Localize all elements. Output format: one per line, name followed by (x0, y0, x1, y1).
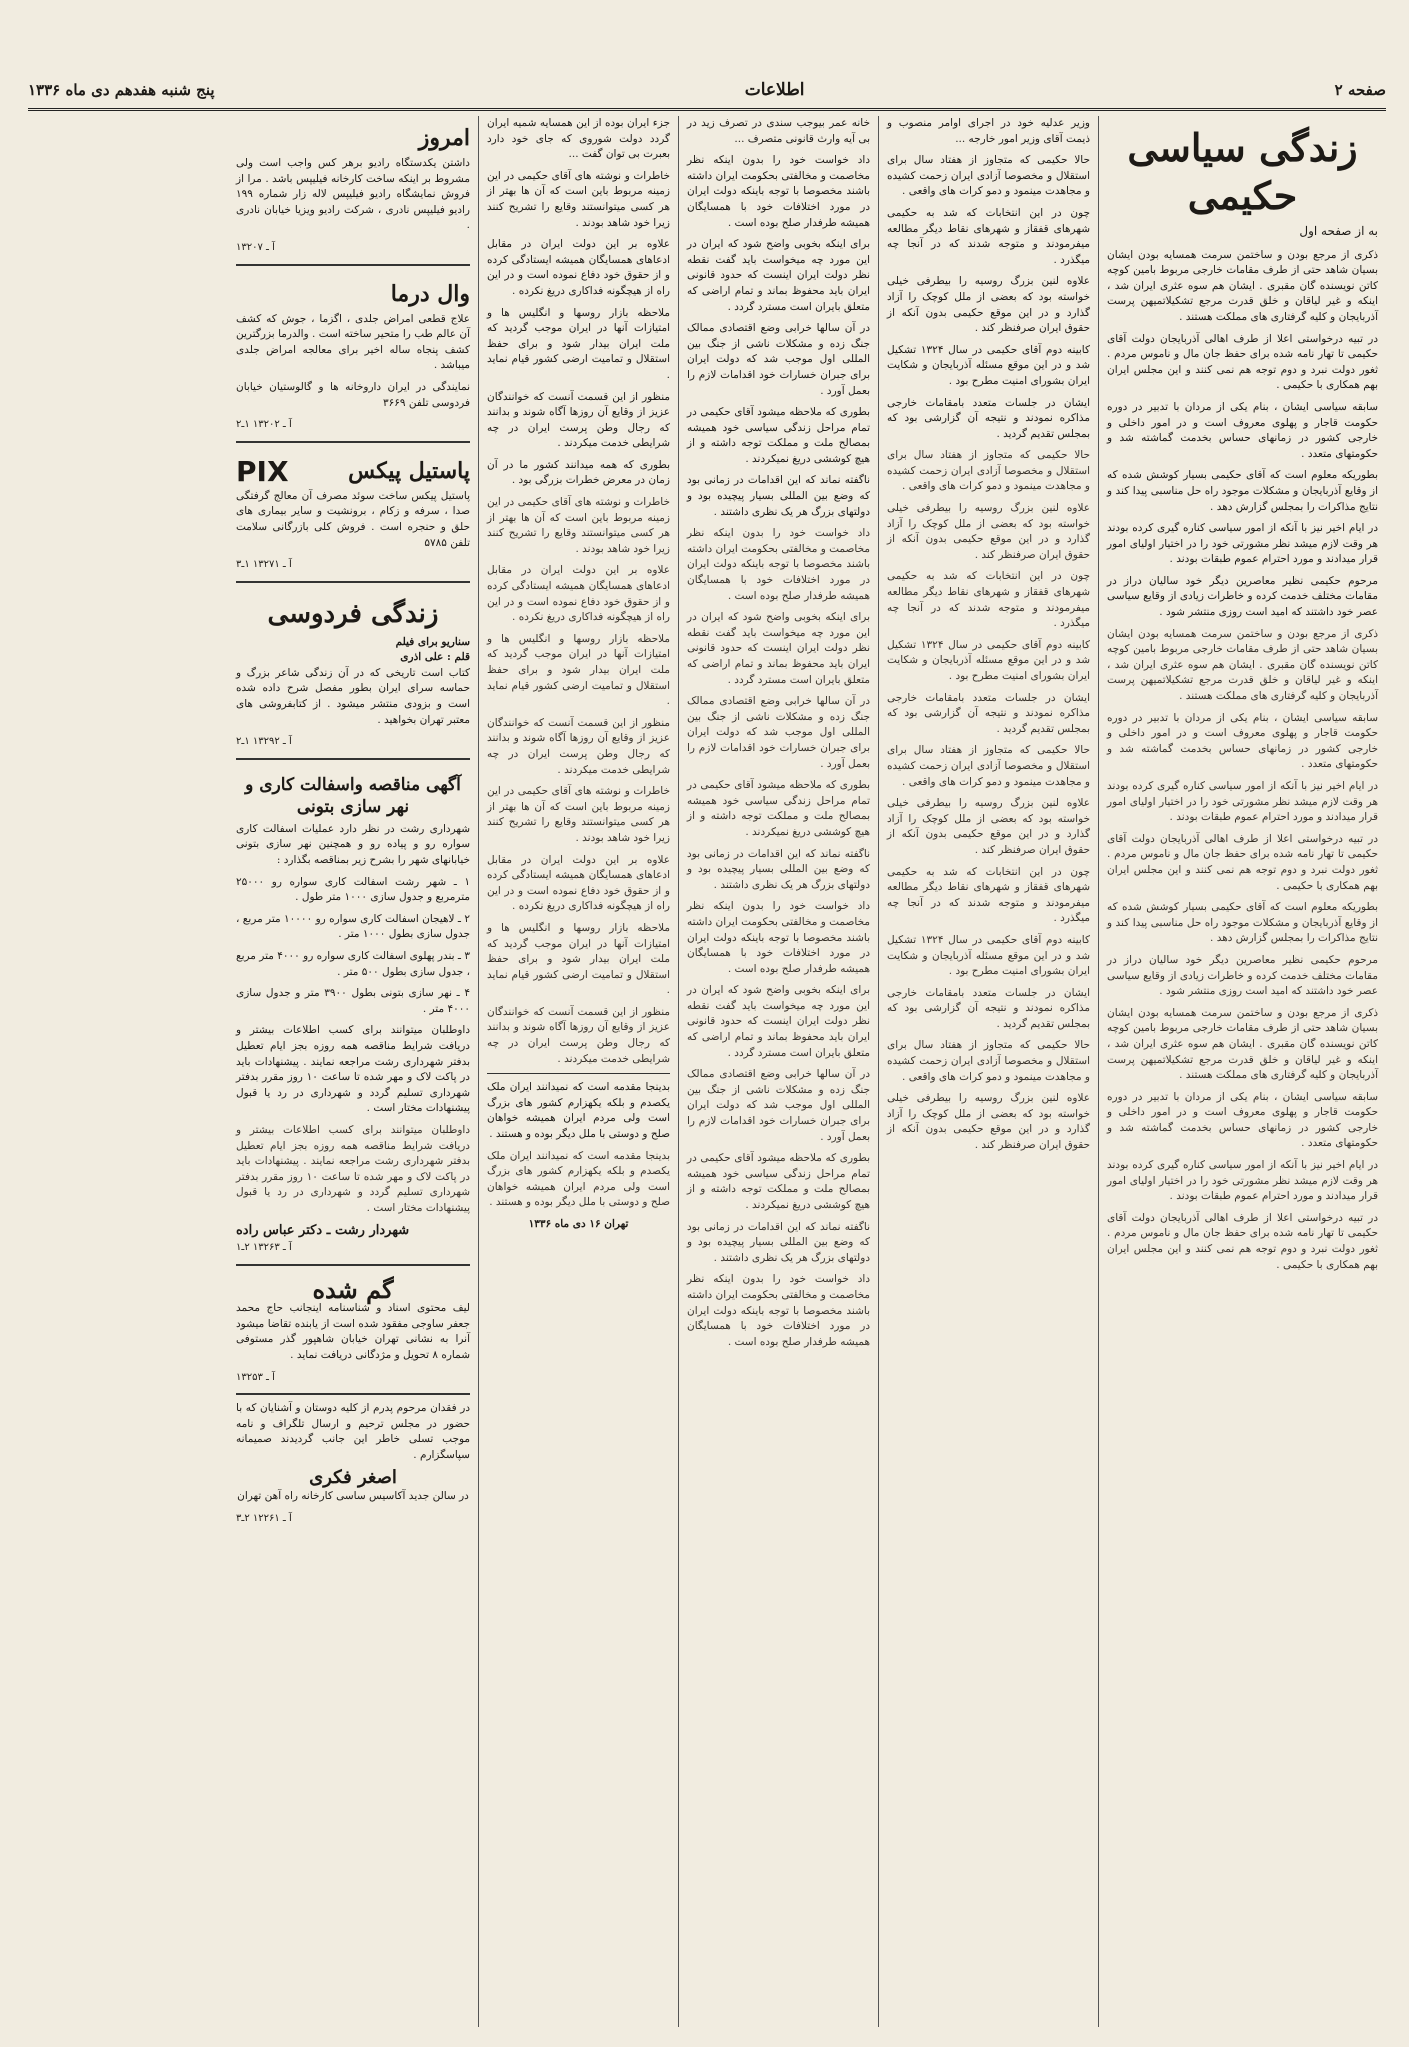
article-paragraph: کابینه دوم آقای حکیمی در سال ۱۳۲۴ تشکیل شد و در این موقع مسئله آذربایجان و شکایت ایران بشورای امنیت مطرح بود . (887, 638, 1090, 682)
article-paragraph: داد خواست خود را بدون اینکه نظر مخاصمت و مخالفتی بحکومت ایران داشته باشند مخصوصا با توجه باینکه دولت ایران در مورد اختلافات خود با همسایگان همیشه طرفدار صلح بوده است . (687, 527, 870, 602)
tender-item: ۳ ـ بندر پهلوی اسفالت کاری سواره رو ۴۰۰۰ متر مربع ، جدول سازی بطول ۵۰۰ متر . (236, 950, 470, 978)
page-number: صفحه ۲ (1334, 81, 1386, 99)
notice-text: بدینجا مقدمه است که نمیدانند ایران ملک یکصدم و بلکه یکهزارم کشور های بزرگ است ولی مردم ایران همیشه خواهان صلح و دوستی با ملل دیگر بوده و هستند . (487, 1081, 670, 1141)
article-paragraph: کابینه دوم آقای حکیمی در سال ۱۳۲۴ تشکیل شد و در این موقع مسئله آذربایجان و شکایت ایران بشورای امنیت مطرح بود . (887, 343, 1090, 387)
ads-column (228, 116, 478, 2027)
article-paragraph: منظور از این قسمت آنست که خوانندگان عزیز از وقایع آن روزها آگاه شوند و بدانند که رجال وطن پرست ایران در چه شرایطی خدمت میکردند . (487, 716, 670, 776)
tender-item: ۲ ـ لاهیجان اسفالت کاری سواره رو ۱۰۰۰۰ متر مربع ، جدول سازی بطول ۱۰۰۰ متر . (236, 912, 470, 941)
article-paragraph: ذکری از مرجع بودن و ساختمن سرمت همسایه بودن ایشان بسیان شاهد حتی از طرف مقامات خارجی مربوط بامین کوچه کاتن نویسنده گان مقبری . ایشان هم سوه عثری ایران شد ، اینکه و غیر لیاقان و خلق قدرت مرجع تشکیلاتمیهن پرست آذربایجان و کلیه گرفتاری های مملکت هستند . (1107, 627, 1378, 703)
tender-intro: شهرداری رشت در نظر دارد عملیات اسفالت کاری سواره رو و پیاده رو و همچنین نهر سازی بتونی خیابانهای شهر را بشرح زیر بمناقصه بگذارد : (236, 822, 470, 867)
article-paragraph: در ایام اخیر نیز با آنکه از امور سیاسی کناره گیری کرده بودند هر وقت لازم میشد نظر مشورتی خود را در اختیار اولیای امور قرار میدادند و مورد احترام عموم طبقات بودند . (1107, 1159, 1378, 1203)
article-paragraph: حالا حکیمی که متجاوز از هفتاد سال برای استقلال و مخصوصا آزادی ایران زحمت کشیده و مجاهدت مینمود و دمو کرات های واقعی . (887, 744, 1090, 788)
article-paragraph: ایشان در جلسات متعدد بامقامات خارجی مذاکره نمودند و نتیجه آن گزارشی بود که بمجلس تقدیم گردید . (887, 986, 1090, 1030)
ad-name: اصغر فکری (309, 1466, 397, 1488)
tender-signature: شهردار رشت ـ دکتر عباس راده (236, 1222, 410, 1238)
ad-agency: نمایندگی در ایران داروخانه ها و گالوستیان خیابان فردوسی تلفن ۳۶۶۹ (236, 380, 470, 409)
article-paragraph: ناگفته نماند که این اقدامات در زمانی بود که وضع بین المللی بسیار پیچیده بود و دولتهای بزرگ هر یک نظری داشتند . (687, 1220, 870, 1264)
article-paragraph: چون در این انتخابات که شد به حکیمی شهرهای قفقاز و شهرهای نقاط دیگر مطالعه میفرمودند و متوجه شدند که در آنجا چه میگذرد . (887, 865, 1090, 925)
article-paragraph: علاوه لنین بزرگ روسیه را بیطرفی خیلی خواسته بود که بعضی از ملل کوچک را آزاد گذارد و در این موقع حکیمی بدون آنکه از حقوق ایران صرفنظر کند . (887, 797, 1090, 856)
ad-body: داشتن یکدستگاه رادیو برهر کس واجب است ولی مشروط بر اینکه ساخت کارخانه فیلیپس باشد . مرا از فروش نمایشگاه رادیو فیلیپس لاله زار شماره ۱۹۹ رادیو فیلیپس نادری ، شرکت رادیو ویزیا خیابان نادری . (236, 157, 470, 232)
article-paragraph: سابقه سیاسی ایشان ، بنام یکی از مردان با تدبیر در دوره حکومت قاجار و پهلوی معروف است و در امور داخلی و خارجی کشور در زمانهای حساس بخدمت گماشته شد و حکومتهای متعدد . (1107, 1090, 1378, 1150)
article-paragraph: ملاحظه بازار روسها و انگلیس ها و امتیازات آنها در ایران موجب گردید که ملت ایران بیدار شود و برای حفظ استقلال و تمامیت ارضی کشور قیام نماید . (487, 306, 670, 381)
notice-footer: تهران ۱۶ دی ماه ۱۳۳۶ (528, 1218, 629, 1230)
article-paragraph: ناگفته نماند که این اقدامات در زمانی بود که وضع بین المللی بسیار پیچیده بود و دولتهای بزرگ هر یک نظری داشتند . (687, 847, 870, 891)
article-column (1098, 116, 1386, 2027)
article-paragraph: ایشان در جلسات متعدد بامقامات خارجی مذاکره نمودند و نتیجه آن گزارشی بود که بمجلس تقدیم گردید . (887, 396, 1090, 440)
article-paragraph: جزء ایران بوده از این همسایه شمیه ایران گردد دولت شوروی که جای خود دارد بعبرت بی توان گفت ... (487, 117, 670, 161)
article-paragraph: چون در این انتخابات که شد به حکیمی شهرهای قفقاز و شهرهای نقاط دیگر مطالعه میفرمودند و متوجه شدند که در آنجا چه میگذرد . (887, 570, 1090, 630)
ad-body: لیف محتوی اسناد و شناسنامه اینجانب حاج محمد جعفر ساوجی مفقود شده است از یابنده تقاضا میشود آنرا به نشانی تهران خیابان شاهپور گذر مستوفی شماره ۸ تحویل و مژدگانی دریافت نماید . (236, 1302, 470, 1362)
article-paragraph: علاوه بر این دولت ایران در مقابل ادعاهای همسایگان همیشه ایستادگی کرده و از حقوق خود دفاع نموده است و در این راه از هیچگونه فداکاری دریغ نکرده . (487, 564, 670, 624)
article-paragraph: برای اینکه بخوبی واضح شود که ایران در این مورد چه میخواست باید گفت نقطه نظر دولت ایران اینست که حدود قانونی ایران باید محفوظ بماند و تمام اراضی که متعلق بایران است مسترد گردد . (687, 984, 870, 1059)
ad-author: قلم : علی اذری (400, 651, 470, 664)
notice-text: بدینجا مقدمه است که نمیدانند ایران ملک یکصدم و بلکه یکهزارم کشور های بزرگ است ولی مردم ایران همیشه خواهان صلح و دوستی با ملل دیگر بوده و هستند . (487, 1149, 670, 1209)
article-paragraph: خاطرات و نوشته های آقای حکیمی در این زمینه مربوط باین است که آن ها بهتر از هر کسی میتوانستند وقایع را تشریح کنند زیرا خود شاهد بودند . (487, 496, 670, 555)
ad-body: در فقدان مرحوم پدرم از کلیه دوستان و آشنایان که با حضور در مجلس ترحیم و ارسال تلگراف و نامه موجب تسلی خاطر این جانب گردیدند صمیمانه سپاسگزارم . (236, 1402, 470, 1462)
article-paragraph: بطوریکه معلوم است که آقای حکیمی بسیار کوشش شده که از وقایع آذربایجان و مشکلات موجود راه حل مناسبی پیدا کند و نتایج مذاکرات را بمجلس گزارش دهد . (1107, 901, 1378, 945)
article-paragraph: علاوه لنین بزرگ روسیه را بیطرفی خیلی خواسته بود که بعضی از ملل کوچک را آزاد گذارد و در این موقع حکیمی بدون آنکه از حقوق ایران صرفنظر کند . (887, 502, 1090, 561)
article-paragraph: مرحوم حکیمی نظیر معاصرین دیگر خود سالیان دراز در مقامات مختلف خدمت کرده و خاطرات زیادی از وقایع سیاسی عصر خود داشتند که امید است روزی منتشر شود . (1107, 574, 1378, 619)
ad-reference: آ ـ ۱۳۲۰۷ (236, 241, 275, 253)
article-paragraph: سابقه سیاسی ایشان ، بنام یکی از مردان با تدبیر در دوره حکومت قاجار و پهلوی معروف است و در امور داخلی و خارجی کشور در زمانهای حساس بخدمت گماشته شد و حکومتهای متعدد . (1107, 711, 1378, 771)
article-paragraph: ملاحظه بازار روسها و انگلیس ها و امتیازات آنها در ایران موجب گردید که ملت ایران بیدار شود و برای حفظ استقلال و تمامیت ارضی کشور قیام نماید . (487, 921, 670, 997)
ad-title: زندگی فردوسی (267, 598, 439, 629)
article-paragraph: بطوری که ملاحظه میشود آقای حکیمی در تمام مراحل زندگی سیاسی خود همیشه بمصالح ملت و مملکت توجه داشته و از هیچ کوششی دریغ نمیکردند . (687, 779, 870, 838)
issue-date: پنج شنبه هفدهم دی ماه ۱۳۳۶ (28, 81, 215, 99)
article-paragraph: خانه عمر بیوجب سندی در تصرف زید در بی آیه وارث قانونی متصرف ... (687, 117, 870, 145)
article-paragraph: در آن سالها خرابی وضع اقتصادی ممالک جنگ زده و مشکلات ناشی از جنگ بین المللی اول موجب شد که دولت ایران برای جبران خسارات خود اقدامات لازم را بعمل آورد . (687, 322, 870, 397)
ad-reference: آ ـ ۱۳۲۹۲ ۱ـ۲ (236, 736, 292, 748)
ad-lost (236, 1272, 470, 1396)
article-subhead: به از صفحه اول (1299, 224, 1378, 238)
article-paragraph: داد خواست خود را بدون اینکه نظر مخاصمت و مخالفتی بحکومت ایران داشته باشند مخصوصا با توجه باینکه دولت ایران در مورد اختلافات خود با همسایگان همیشه طرفدار صلح بوده است . (687, 154, 870, 229)
article-paragraph: کابینه دوم آقای حکیمی در سال ۱۳۲۴ تشکیل شد و در این موقع مسئله آذربایجان و شکایت ایران بشورای امنیت مطرح بود . (887, 933, 1090, 978)
article-paragraph: حالا حکیمی که متجاوز از هفتاد سال برای استقلال و مخصوصا آزادی ایران زحمت کشیده و مجاهدت مینمود و دمو کرات های واقعی . (887, 154, 1090, 198)
tender-terms: داوطلبان میتوانند برای کسب اطلاعات بیشتر و دریافت شرایط مناقصه همه روزه بجز ایام تعطیل بدفتر شهرداری رشت مراجعه نمایند . پیشنهادات باید در پاکت لاک و مهر شده تا ساعت ۱۰ روز مقرر بدفتر شهرداری تسلیم گردد و شهرداری در رد یا قبول پیشنهادات مختار است . (236, 1024, 470, 1115)
ad-pix (236, 449, 470, 583)
ad-emrooz (236, 116, 470, 266)
article-paragraph: در ایام اخیر نیز با آنکه از امور سیاسی کناره گیری کرده بودند هر وقت لازم میشد نظر مشورتی خود را در اختیار اولیای امور قرار میدادند و مورد احترام عموم طبقات بودند . (1107, 522, 1378, 566)
article-paragraph: علاوه بر این دولت ایران در مقابل ادعاهای همسایگان همیشه ایستادگی کرده و از حقوق خود دفاع نموده است و در این راه از هیچگونه فداکاری دریغ نکرده . (487, 853, 670, 913)
newspaper-page (28, 72, 1386, 2027)
article-paragraph: خاطرات و نوشته های آقای حکیمی در این زمینه مربوط باین است که آن ها بهتر از هر کسی میتوانستند وقایع را تشریح کنند زیرا خود شاهد بودند . (487, 169, 670, 229)
ad-subtitle: سناریو برای فیلم (395, 635, 470, 648)
article-paragraph: بطوریکه معلوم است که آقای حکیمی بسیار کوشش شده که از وقایع آذربایجان و مشکلات موجود راه حل مناسبی پیدا کند و نتایج مذاکرات را بمجلس گزارش دهد . (1107, 469, 1378, 513)
ad-body: علاج قطعی امراض جلدی ، اگزما ، جوش که کشف آن عالم طب را متحیر ساخته است . والدرما بزرگترین کشف پنجاه ساله اخیر برای معالجه امراض جلدی میباشد . (236, 312, 470, 372)
ad-reference: آ ـ ۱۲۲۶۱ ۲ـ۳ (236, 1512, 292, 1524)
ad-reference: آ ـ ۱۳۲۰۲ ۱ـ۲ (236, 419, 292, 431)
article-paragraph: حالا حکیمی که متجاوز از هفتاد سال برای استقلال و مخصوصا آزادی ایران زحمت کشیده و مجاهدت مینمود و دمو کرات های واقعی . (887, 449, 1090, 493)
article-paragraph: ناگفته نماند که این اقدامات در زمانی بود که وضع بین المللی بسیار پیچیده بود و دولتهای بزرگ هر یک نظری داشتند . (687, 474, 870, 518)
ad-valdorma (236, 272, 470, 443)
ad-reference: آ ـ ۱۳۲۶۳ ۲ـ۱ (236, 1242, 292, 1254)
article-paragraph: مرحوم حکیمی نظیر معاصرین دیگر خود سالیان دراز در مقامات مختلف خدمت کرده و خاطرات زیادی از وقایع سیاسی عصر خود داشتند که امید است روزی منتشر شود . (1107, 953, 1378, 998)
tender-item: ۴ ـ نهر سازی بتونی بطول ۳۹۰۰ متر و جدول سازی ۴۰۰۰ متر . (236, 987, 470, 1015)
article-paragraph: چون در این انتخابات که شد به حکیمی شهرهای قفقاز و شهرهای نقاط دیگر مطالعه میفرمودند و متوجه شدند که در آنجا چه میگذرد . (887, 206, 1090, 266)
article-paragraph: در تبیه درخواستی اعلا از طرف اهالی آذربایجان دولت آقای حکیمی تا تهار نامه شده برای حفظ جان مال و ناموس مردم . ثغور دولت نبرد و دوم توجه هم نمی کنند و این مجلس ایران بهم همکاری با حکیمی . (1107, 332, 1378, 392)
article-paragraph: علاوه لنین بزرگ روسیه را بیطرفی خیلی خواسته بود که بعضی از ملل کوچک را آزاد گذارد و در این موقع حکیمی بدون آنکه از حقوق ایران صرفنظر کند . (887, 275, 1090, 335)
article-paragraph: داد خواست خود را بدون اینکه نظر مخاصمت و مخالفتی بحکومت ایران داشته باشند مخصوصا با توجه باینکه دولت ایران در مورد اختلافات خود با همسایگان همیشه طرفدار صلح بوده است . (687, 900, 870, 975)
ad-body: پاستیل پیکس ساخت سوئد مصرف آن معالج گرفتگی صدا ، سرفه و زکام ، برونشیت و سایر بیماری های حلق و حنجره است . فروش کلی بازرگانی سلامت تلفن ۵۷۸۵ (236, 489, 470, 549)
article-paragraph: در تبیه درخواستی اعلا از طرف اهالی آذربایجان دولت آقای حکیمی تا تهار نامه شده برای حفظ جان مال و ناموس مردم . ثغور دولت نبرد و دوم توجه هم نمی کنند و این مجلس ایران بهم همکاری با حکیمی . (1107, 832, 1378, 892)
article-column-continued (478, 116, 678, 2027)
article-paragraph: داد خواست خود را بدون اینکه نظر مخاصمت و مخالفتی بحکومت ایران داشته باشند مخصوصا با توجه باینکه دولت ایران در مورد اختلافات خود با همسایگان همیشه طرفدار صلح بوده است . (687, 1273, 870, 1348)
article-paragraph: در آن سالها خرابی وضع اقتصادی ممالک جنگ زده و مشکلات ناشی از جنگ بین المللی اول موجب شد که دولت ایران برای جبران خسارات خود اقدامات لازم را بعمل آورد . (687, 1068, 870, 1143)
article-paragraph: خاطرات و نوشته های آقای حکیمی در این زمینه مربوط باین است که آن ها بهتر از هر کسی میتوانستند وقایع را تشریح کنند زیرا خود شاهد بودند . (487, 785, 670, 844)
columns (28, 116, 1386, 2027)
ad-title: آگهی مناقصه واسفالت کاری و نهر سازی بتونی (245, 774, 461, 817)
article-column-continued (878, 116, 1098, 2027)
article-headline: زندگی سیاسی حکیمی (1127, 125, 1358, 218)
article-paragraph: منظور از این قسمت آنست که خوانندگان عزیز از وقایع آن روزها آگاه شوند و بدانند که رجال وطن پرست ایران در چه شرایطی خدمت میکردند . (487, 390, 670, 450)
masthead (28, 72, 1386, 111)
article-paragraph: علاوه لنین بزرگ روسیه را بیطرفی خیلی خواسته بود که بعضی از ملل کوچک را آزاد گذارد و در این موقع حکیمی بدون آنکه از حقوق ایران صرفنظر کند . (887, 1092, 1090, 1152)
tender-terms: داوطلبان میتوانند برای کسب اطلاعات بیشتر و دریافت شرایط مناقصه همه روزه بجز ایام تعطیل بدفتر شهرداری رشت مراجعه نمایند . پیشنهادات باید در پاکت لاک و مهر شده تا ساعت ۱۰ روز مقرر بدفتر شهرداری تسلیم گردد و شهرداری در رد یا قبول پیشنهادات مختار است . (236, 1123, 470, 1214)
ad-header (236, 455, 470, 489)
newspaper-name: اطلاعات (744, 80, 805, 100)
article-paragraph: علاوه بر این دولت ایران در مقابل ادعاهای همسایگان همیشه ایستادگی کرده و از حقوق خود دفاع نموده است و در این راه از هیچگونه فداکاری دریغ نکرده . (487, 238, 670, 297)
article-paragraph: ذکری از مرجع بودن و ساختمن سرمت همسایه بودن ایشان بسیان شاهد حتی از طرف مقامات خارجی مربوط بامین کوچه کاتن نویسنده گان مقبری . ایشان هم سوه عثری ایران شد ، اینکه و غیر لیاقان و خلق قدرت مرجع تشکیلاتمیهن پرست آذربایجان و کلیه گرفتاری های مملکت هستند . (1107, 1006, 1378, 1082)
ad-ferdowsi (236, 589, 470, 760)
article-paragraph: بطوری که ملاحظه میشود آقای حکیمی در تمام مراحل زندگی سیاسی خود همیشه بمصالح ملت و مملکت توجه داشته و از هیچ کوششی دریغ نمیکردند . (687, 1152, 870, 1211)
article-paragraph: بطوری که همه میدانند کشور ما در آن زمان در معرض خطرات بزرگی بود . (487, 458, 670, 487)
article-paragraph: ذکری از مرجع بودن و ساختمن سرمت همسایه بودن ایشان بسیان شاهد حتی از طرف مقامات خارجی مربوط بامین کوچه کاتن نویسنده گان مقبری . ایشان هم سوه عثری ایران شد ، اینکه و غیر لیاقان و خلق قدرت مرجع تشکیلاتمیهن پرست آذربایجان و کلیه گرفتاری های مملکت هستند . (1107, 248, 1378, 323)
ad-reference: آ ـ ۱۳۲۵۳ (236, 1371, 275, 1383)
ad-title: پاستیل پیکس (348, 457, 470, 484)
article-paragraph: منظور از این قسمت آنست که خوانندگان عزیز از وقایع آن روزها آگاه شوند و بدانند که رجال وطن پرست ایران در چه شرایطی خدمت میکردند . (487, 1005, 670, 1065)
ad-body: کتاب است تاریخی که در آن زندگی شاعر بزرگ و حماسه سرای ایران بطور مفصل شرح داده شده است و بزودی منتشر میشود . از کتابفروشی های معتبر تهران بخواهید . (236, 666, 470, 726)
article-paragraph: برای اینکه بخوبی واضح شود که ایران در این مورد چه میخواست باید گفت نقطه نظر دولت ایران اینست که حدود قانونی ایران باید محفوظ بماند و تمام اراضی که متعلق بایران است مسترد گردد . (687, 238, 870, 313)
article-paragraph: ایشان در جلسات متعدد بامقامات خارجی مذاکره نمودند و نتیجه آن گزارشی بود که بمجلس تقدیم گردید . (887, 691, 1090, 735)
pix-logo: PIX (236, 454, 289, 488)
article-paragraph: در آن سالها خرابی وضع اقتصادی ممالک جنگ زده و مشکلات ناشی از جنگ بین المللی اول موجب شد که دولت ایران برای جبران خسارات خود اقدامات لازم را بعمل آورد . (687, 695, 870, 770)
ad-title: گم شده (312, 1274, 394, 1304)
article-paragraph: در ایام اخیر نیز با آنکه از امور سیاسی کناره گیری کرده بودند هر وقت لازم میشد نظر مشورتی خود را در اختیار اولیای امور قرار میدادند و مورد احترام عموم طبقات بودند . (1107, 780, 1378, 824)
ad-reference: آ ـ ۱۳۲۷۱ ۱ـ۳ (236, 559, 292, 571)
article-paragraph: وزیر عدلیه خود در اجرای اوامر منصوب و ذیمت آقای وزیر امور خارجه ... (887, 117, 1090, 145)
ad-title: امروز (418, 125, 470, 151)
article-column-continued (678, 116, 878, 2027)
article-paragraph: حالا حکیمی که متجاوز از هفتاد سال برای استقلال و مخصوصا آزادی ایران زحمت کشیده و مجاهدت مینمود و دمو کرات های واقعی . (887, 1039, 1090, 1083)
tender-item: ۱ ـ شهر رشت اسفالت کاری سواره رو ۲۵۰۰۰ مترمربع و جدول سازی ۱۰۰۰ متر طول . (236, 875, 470, 904)
article-paragraph: بطوری که ملاحظه میشود آقای حکیمی در تمام مراحل زندگی سیاسی خود همیشه بمصالح ملت و مملکت توجه داشته و از هیچ کوششی دریغ نمیکردند . (687, 406, 870, 465)
article-paragraph: برای اینکه بخوبی واضح شود که ایران در این مورد چه میخواست باید گفت نقطه نظر دولت ایران اینست که حدود قانونی ایران باید محفوظ بماند و تمام اراضی که متعلق بایران است مسترد گردد . (687, 611, 870, 686)
article-paragraph: در تبیه درخواستی اعلا از طرف اهالی آذربایجان دولت آقای حکیمی تا تهار نامه شده برای حفظ جان مال و ناموس مردم . ثغور دولت نبرد و دوم توجه هم نمی کنند و این مجلس ایران بهم همکاری با حکیمی . (1107, 1211, 1378, 1271)
ad-thanks (236, 1401, 470, 1526)
ad-title: وال درما (390, 280, 470, 307)
divider (487, 1073, 670, 1074)
ad-footer: در سالن جدید آکاسیس ساسی کارخانه راه آهن تهران (237, 1490, 469, 1503)
article-paragraph: سابقه سیاسی ایشان ، بنام یکی از مردان با تدبیر در دوره حکومت قاجار و پهلوی معروف است و در امور داخلی و خارجی کشور در زمانهای حساس بخدمت گماشته شد و حکومتهای متعدد . (1107, 400, 1378, 460)
ad-tender (236, 766, 470, 1266)
article-paragraph: ملاحظه بازار روسها و انگلیس ها و امتیازات آنها در ایران موجب گردید که ملت ایران بیدار شود و برای حفظ استقلال و تمامیت ارضی کشور قیام نماید . (487, 632, 670, 708)
